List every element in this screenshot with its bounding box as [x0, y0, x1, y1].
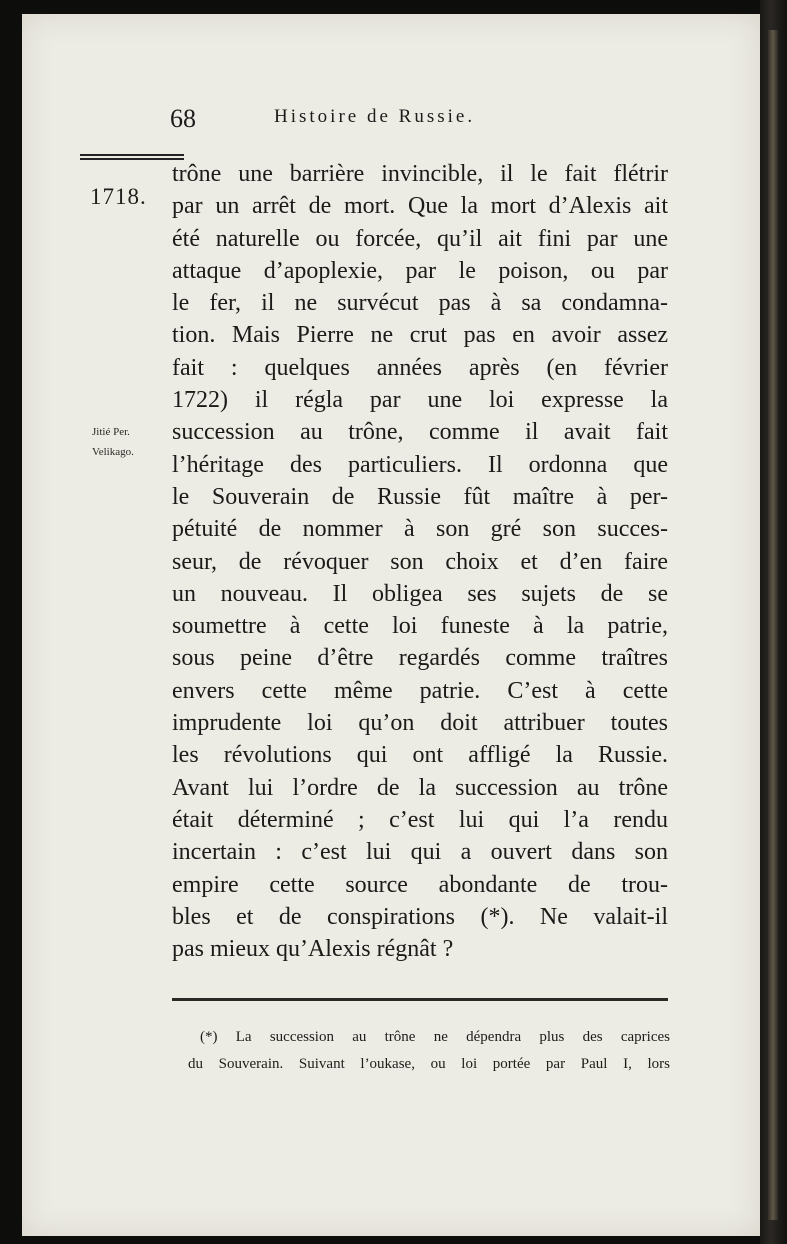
text-line: le Souverain de Russie fût maître à per-: [172, 483, 668, 510]
text-line: bles et de conspirations (*). Ne valait-il: [172, 903, 668, 930]
text-line: succession au trône, comme il avait fait: [172, 419, 668, 446]
text-line: Avant lui l’ordre de la succession au trône: [172, 774, 668, 801]
marginal-double-rule: [80, 154, 184, 163]
footnote: [188, 1024, 670, 1078]
margin-note-line: Jitié Per.: [92, 426, 130, 438]
page-number: 68: [170, 104, 196, 133]
text-line: seur, de révoquer son choix et d’en faire: [172, 548, 668, 575]
text-line: incertain : c’est lui qui a ouvert dans son: [172, 839, 668, 866]
text-line: soumettre à cette loi funeste à la patrie,: [172, 613, 668, 640]
body-text: [172, 158, 668, 965]
text-line: le fer, il ne survécut pas à sa condamna-: [172, 290, 668, 317]
text-line: tion. Mais Pierre ne crut pas en avoir assez: [172, 322, 668, 349]
text-line: attaque d’apoplexie, par le poison, ou par: [172, 257, 668, 284]
footnote-rule: [172, 998, 668, 1001]
page-header: [22, 104, 760, 144]
spine-edge: [768, 30, 778, 1220]
text-line: envers cette même patrie. C’est à cette: [172, 677, 668, 704]
text-line: pas mieux qu’Alexis régnât ?: [172, 936, 454, 963]
text-line: fait : quelques années après (en février: [172, 354, 668, 381]
margin-note-line: Velikago.: [92, 446, 134, 458]
text-line: les révolutions qui ont affligé la Russie.: [172, 742, 668, 769]
footnote-line: du Souverain. Suivant l’oukase, ou loi portée par Paul I, lors: [188, 1056, 670, 1072]
running-title: Histoire de Russie.: [274, 106, 476, 127]
text-line: trône une barrière invincible, il le fait flétrir: [172, 161, 668, 187]
text-line: était déterminé ; c’est lui qui l’a rendu: [172, 806, 668, 833]
text-line: par un arrêt de mort. Que la mort d’Alexis ait: [172, 193, 668, 220]
text-line: empire cette source abondante de trou-: [172, 871, 668, 898]
text-line: l’héritage des particuliers. Il ordonna que: [172, 451, 668, 478]
margin-source-note: [92, 422, 134, 462]
text-line: imprudente loi qu’on doit attribuer toutes: [172, 710, 668, 737]
text-line: sous peine d’être regardés comme traîtres: [172, 645, 668, 672]
footnote-line: (*) La succession au trône ne dépendra plus des caprices: [200, 1029, 670, 1045]
text-line: pétuité de nommer à son gré son succes-: [172, 516, 668, 543]
text-line: 1722) il régla par une loi expresse la: [172, 387, 668, 414]
text-line: été naturelle ou forcée, qu’il ait fini par une: [172, 225, 668, 252]
margin-year: 1718.: [90, 184, 147, 209]
book-page: [22, 14, 760, 1236]
text-line: un nouveau. Il obligea ses sujets de se: [172, 580, 668, 607]
